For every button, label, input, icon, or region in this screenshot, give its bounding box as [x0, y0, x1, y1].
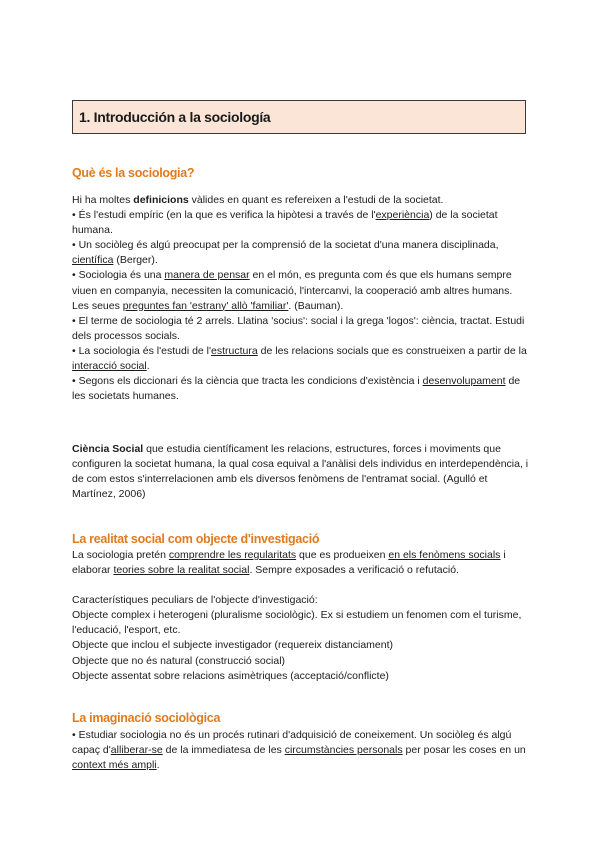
paragraph: • Segons els diccionari és la ciència que tracta les condicions d'existència i desenvolupament de les societats humanes.: [72, 375, 521, 403]
section-heading-social-reality: La realitat social com objecte d'investigació: [72, 532, 320, 546]
social-science-definition: Ciència Social que estudia científicament les relacions, estructures, forces i moviments que configuren la societat humana, la qual cosa equival a l'anàlisi dels individus en interdependència, i de com estos s'interrelacionen amb els diversos fenòmens de l'entramat social. (Agulló et Martínez, 2006): [72, 443, 529, 501]
section-sociological-imagination-body: [72, 728, 532, 773]
page-title: 1. Introducción a la sociología: [79, 109, 271, 125]
paragraph: La sociologia pretén comprendre les regularitats que es produeixen en els fenòmens socials i elaborar teories sobre la realitat social. Sempre exposades a verificació o refutació.: [72, 549, 506, 577]
paragraph: • Un sociòleg és algú preocupat per la comprensió de la societat d'una manera disciplinada, científica (Berger).: [72, 239, 499, 267]
paragraph: Les seues preguntes fan 'estrany' allò 'familiar'. (Bauman).: [72, 299, 344, 312]
paragraph: Hi ha moltes definicions vàlides en quant es refereixen a l'estudi de la societat.: [72, 194, 444, 206]
paragraph: • El terme de sociologia té 2 arrels. Llatina 'socius': social i la grega 'logos': ciència, tractat. Estudi dels processos socials.: [72, 314, 525, 342]
section-heading-what-is-sociology: Què és la sociologia?: [72, 166, 195, 180]
section-social-reality-body: [72, 548, 532, 684]
paragraph: • És l'estudi empíric (en la que es verifica la hipòtesi a través de l'experiència) de la societat humana.: [72, 209, 498, 237]
paragraph: Objecte complex i heterogeni (pluralisme sociològic). Ex si estudiem un fenomen com el turisme, l'educació, l'esport, etc.: [72, 609, 522, 637]
paragraph: Objecte que no és natural (construcció social): [72, 654, 286, 667]
paragraph: Objecte assentat sobre relacions asimètriques (acceptació/conflicte): [72, 669, 389, 682]
paragraph: • Estudiar sociologia no és un procés rutinari d'adquisició de coneixement. Un sociòleg és algú capaç d'alliberar-se de la immediatesa de les circumstàncies personals per posar les coses en un context més ampli.: [72, 729, 526, 772]
paragraph: • La sociologia és l'estudi de l'estructura de les relacions socials que es construeixen a partir de la interacció social.: [72, 344, 527, 373]
paragraph: Objecte que inclou el subjecte investigador (requereix distanciament): [72, 639, 394, 652]
section-what-is-sociology-body: [72, 193, 532, 404]
paragraph: • Sociologia és una manera de pensar en el món, es pregunta com és que els humans sempre viuen en companyia, necessiten la comunicació, l'intercanvi, la cooperació amb altres humans.: [72, 269, 513, 297]
title-box: [72, 100, 526, 134]
paragraph: Característiques peculiars de l'objecte d'investigació:: [72, 594, 318, 607]
section-heading-sociological-imagination: La imaginació sociològica: [72, 711, 221, 725]
